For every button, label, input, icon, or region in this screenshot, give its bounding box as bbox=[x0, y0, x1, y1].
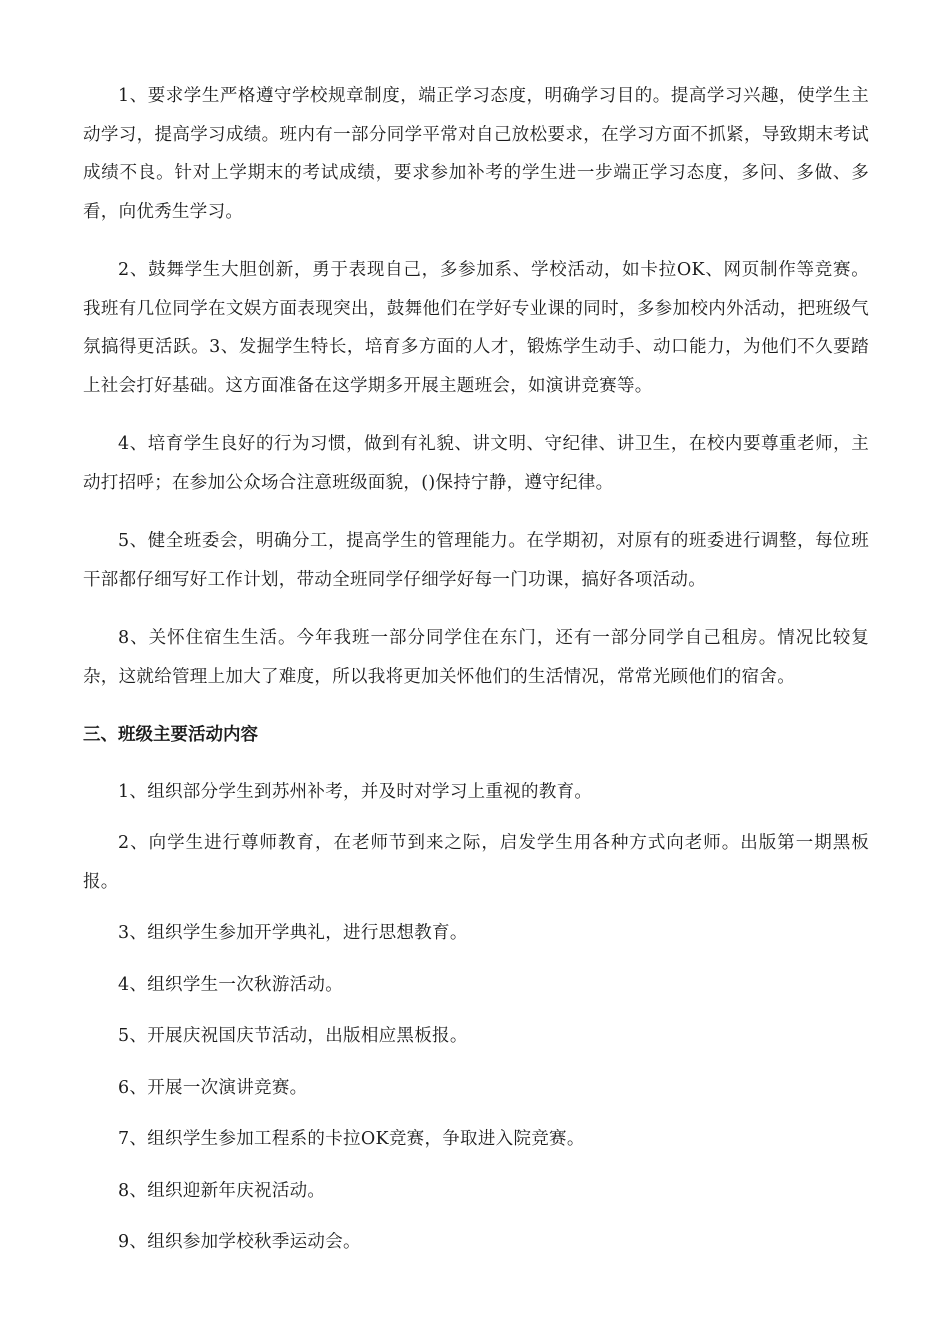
activity-item-8: 8、组织迎新年庆祝活动。 bbox=[118, 1180, 326, 1201]
paragraph-1: 1、要求学生严格遵守学校规章制度，端正学习态度，明确学习目的。提高学习兴趣，使学生主动学习，提高学习成绩。班内有一部分同学平常对自己放松要求，在学习方面不抓紧，导致期末考试成绩不良。针对上学期末的考试成绩，要求参加补考的学生进一步端正学习态度，多问、多做、多看，向优秀生学习。 bbox=[83, 86, 869, 222]
activity-item-5: 5、开展庆祝国庆节活动，出版相应黑板报。 bbox=[118, 1026, 468, 1046]
paragraph-5: 5、健全班委会，明确分工，提高学生的管理能力。在学期初，对原有的班委进行调整，每位班干部都仔细写好工作计划，带动全班同学仔细学好每一门功课，搞好各项活动。 bbox=[83, 531, 869, 590]
paragraph-2: 2、鼓舞学生大胆创新，勇于表现自己，多参加系、学校活动，如卡拉OK、网页制作等竞赛。我班有几位同学在文娱方面表现突出，鼓舞他们在学好专业课的同时，多参加校内外活动，把班级气氛搞得更活跃。3、发掘学生特长，培育多方面的人才，锻炼学生动手、动口能力，为他们不久要踏上社会打好基础。这方面准备在这学期多开展主题班会，如演讲竞赛等。 bbox=[83, 260, 869, 396]
activity-item-4: 4、组织学生一次秋游活动。 bbox=[118, 974, 344, 995]
section-heading: 三、班级主要活动内容 bbox=[83, 725, 258, 745]
paragraph-8: 8、关怀住宿生生活。今年我班一部分同学住在东门，还有一部分同学自己租房。情况比较复杂，这就给管理上加大了难度，所以我将更加关怀他们的生活情况，常常光顾他们的宿舍。 bbox=[83, 628, 869, 687]
activity-item-3: 3、组织学生参加开学典礼，进行思想教育。 bbox=[118, 923, 468, 943]
document-page bbox=[83, 77, 869, 1275]
activity-item-1: 1、组织部分学生到苏州补考，并及时对学习上重视的教育。 bbox=[118, 781, 593, 802]
activity-item-7: 7、组织学生参加工程系的卡拉OK竞赛，争取进入院竞赛。 bbox=[118, 1129, 585, 1149]
activity-item-6: 6、开展一次演讲竞赛。 bbox=[118, 1077, 308, 1098]
paragraph-4: 4、培育学生良好的行为习惯，做到有礼貌、讲文明、守纪律、讲卫生，在校内要尊重老师，主动打招呼；在参加公众场合注意班级面貌，()保持宁静，遵守纪律。 bbox=[83, 434, 869, 493]
activity-item-9: 9、组织参加学校秋季运动会。 bbox=[118, 1232, 361, 1252]
activity-item-2: 2、向学生进行尊师教育，在老师节到来之际，启发学生用各种方式向老师。出版第一期黑板报。 bbox=[83, 833, 869, 892]
